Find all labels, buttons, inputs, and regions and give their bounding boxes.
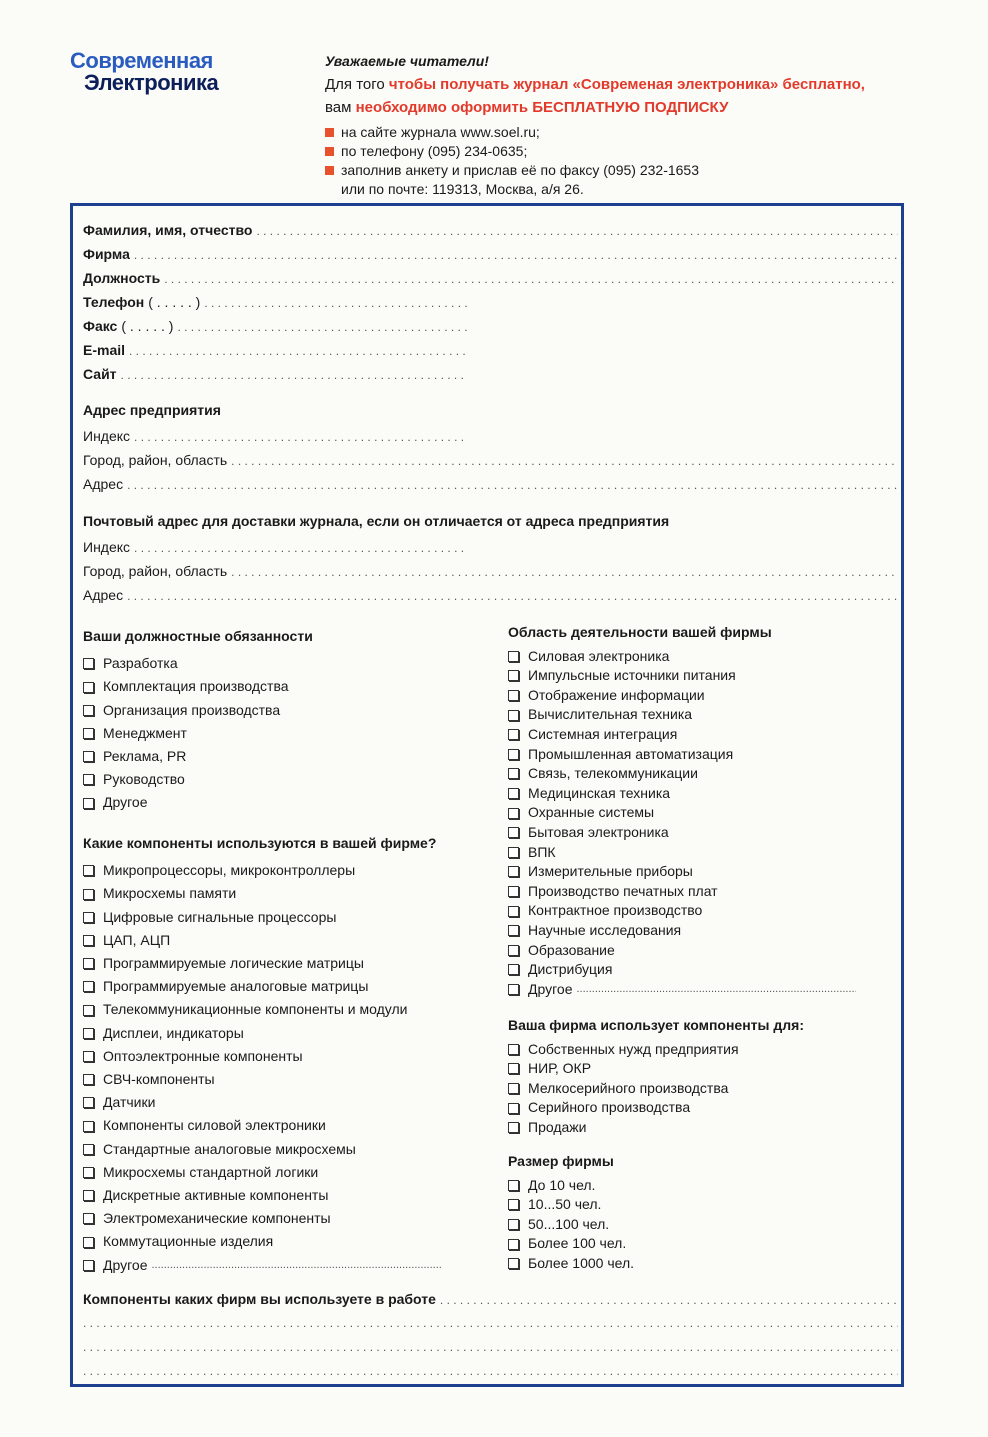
usage-section	[508, 1016, 804, 1138]
usage-title: Ваша фирма использует компоненты для:	[508, 1017, 804, 1033]
component-option[interactable]: Микропроцессоры, микроконтроллеры	[83, 859, 441, 882]
site-field[interactable]: Сайт . . .	[83, 366, 468, 382]
usage-option[interactable]: Мелкосерийного производства	[508, 1079, 804, 1099]
vendors-line[interactable]	[83, 1340, 898, 1354]
component-option[interactable]: Цифровые сигнальные процессоры	[83, 906, 441, 929]
duty-option[interactable]: Другое	[83, 791, 313, 814]
component-option[interactable]: СВЧ-компоненты	[83, 1068, 441, 1091]
components-section	[83, 832, 441, 1277]
intro-text	[325, 50, 925, 199]
component-option[interactable]: Программируемые аналоговые матрицы	[83, 975, 441, 998]
intro-line-1-plain: Для того	[325, 76, 389, 93]
postal-address-field[interactable]: Адрес . . .	[83, 587, 898, 603]
component-option[interactable]: Микросхемы памяти	[83, 882, 441, 905]
postal-index-field[interactable]: Индекс . . .	[83, 539, 468, 555]
vendors-line[interactable]	[83, 1316, 898, 1330]
duty-option[interactable]: Руководство	[83, 768, 313, 791]
greeting: Уважаемые читатели!	[325, 53, 489, 69]
duties-section	[83, 625, 313, 815]
size-option[interactable]: До 10 чел.	[508, 1176, 634, 1196]
size-option[interactable]: Более 1000 чел.	[508, 1254, 634, 1274]
method-fax: заполнив анкету и прислав её по факсу (095) 232-1653 или по почте: 119313, Москва, а/я 26.	[325, 161, 925, 199]
component-option[interactable]: Программируемые логические матрицы	[83, 952, 441, 975]
intro-line-2-red: необходимо оформить БЕСПЛАТНУЮ ПОДПИСКУ	[355, 99, 729, 116]
activity-option[interactable]: Научные исследования	[508, 921, 856, 941]
usage-option[interactable]: НИР, ОКР	[508, 1059, 804, 1079]
company-address-title: Адрес предприятия	[83, 402, 221, 418]
activity-option[interactable]: Охранные системы	[508, 803, 856, 823]
activity-option[interactable]: Системная интеграция	[508, 725, 856, 745]
activity-title: Область деятельности вашей фирмы	[508, 624, 772, 640]
component-option[interactable]: Дискретные активные компоненты	[83, 1184, 441, 1207]
intro-line-2-plain: вам	[325, 99, 356, 116]
duty-option[interactable]: Реклама, PR	[83, 745, 313, 768]
activity-option[interactable]: Дистрибуция	[508, 960, 856, 980]
method-mail: или по почте: 119313, Москва, а/я 26.	[341, 181, 584, 197]
size-title: Размер фирмы	[508, 1153, 614, 1169]
vendors-line[interactable]	[83, 1364, 898, 1378]
postal-address-title: Почтовый адрес для доставки журнала, если он отличается от адреса предприятия	[83, 513, 670, 529]
activity-option[interactable]: Силовая электроника	[508, 647, 856, 667]
activity-option[interactable]: Отображение информации	[508, 686, 856, 706]
size-option[interactable]: Более 100 чел.	[508, 1234, 634, 1254]
usage-option[interactable]: Собственных нужд предприятия	[508, 1040, 804, 1060]
fio-field[interactable]: Фамилия, имя, отчество . . .	[83, 222, 898, 238]
duty-option[interactable]: Разработка	[83, 652, 313, 675]
component-option[interactable]: Микросхемы стандартной логики	[83, 1161, 441, 1184]
company-city-field[interactable]: Город, район, область . . .	[83, 452, 898, 468]
activity-option[interactable]: Производство печатных плат	[508, 882, 856, 902]
component-option[interactable]: Компоненты силовой электроники	[83, 1114, 441, 1137]
duties-title: Ваши должностные обязанности	[83, 628, 313, 644]
component-option[interactable]: Оптоэлектронные компоненты	[83, 1045, 441, 1068]
phone-field[interactable]: Телефон ( . . . . . ) . . .	[83, 294, 468, 310]
magazine-logo	[70, 50, 218, 94]
component-option-other[interactable]: Другое .....	[83, 1254, 441, 1277]
duty-option[interactable]: Организация производства	[83, 699, 313, 722]
component-option[interactable]: Телекоммуникационные компоненты и модули	[83, 998, 441, 1021]
logo-line-2: Электроника	[84, 70, 219, 95]
intro-line-2	[325, 96, 925, 119]
activity-option[interactable]: ВПК	[508, 843, 856, 863]
activity-option[interactable]: Контрактное производство	[508, 901, 856, 921]
usage-option[interactable]: Продажи	[508, 1118, 804, 1138]
duty-option[interactable]: Менеджмент	[83, 722, 313, 745]
size-section	[508, 1152, 634, 1274]
component-option[interactable]: Электромеханические компоненты	[83, 1207, 441, 1230]
component-option[interactable]: Датчики	[83, 1091, 441, 1114]
size-option[interactable]: 50...100 чел.	[508, 1215, 634, 1235]
email-field[interactable]: E-mail . . .	[83, 342, 468, 358]
intro-line-1	[325, 73, 925, 96]
firm-field[interactable]: Фирма . . .	[83, 246, 898, 262]
usage-option[interactable]: Серийного производства	[508, 1098, 804, 1118]
size-option[interactable]: 10...50 чел.	[508, 1195, 634, 1215]
activity-option[interactable]: Импульсные источники питания	[508, 666, 856, 686]
activity-option[interactable]: Связь, телекоммуникации	[508, 764, 856, 784]
component-option[interactable]: ЦАП, АЦП	[83, 929, 441, 952]
method-site: на сайте журнала www.soel.ru;	[325, 123, 925, 142]
activity-option-other[interactable]: Другое .....	[508, 980, 856, 1000]
vendors-field[interactable]: Компоненты каких фирм вы используете в работе . . .	[83, 1291, 898, 1307]
activity-option[interactable]: Медицинская техника	[508, 784, 856, 804]
company-index-field[interactable]: Индекс . . .	[83, 428, 468, 444]
activity-option[interactable]: Промышленная автоматизация	[508, 745, 856, 765]
logo-line-1: Современная	[70, 48, 213, 73]
duty-option[interactable]: Комплектация производства	[83, 675, 313, 698]
component-option[interactable]: Стандартные аналоговые микросхемы	[83, 1138, 441, 1161]
company-address-field[interactable]: Адрес . . .	[83, 476, 898, 492]
activity-option[interactable]: Вычислительная техника	[508, 705, 856, 725]
component-option[interactable]: Дисплеи, индикаторы	[83, 1022, 441, 1045]
component-option[interactable]: Коммутационные изделия	[83, 1230, 441, 1253]
activity-option[interactable]: Измерительные приборы	[508, 862, 856, 882]
intro-line-1-red: чтобы получать журнал «Современая электроника» бесплатно,	[388, 76, 865, 93]
subscription-methods	[325, 123, 925, 199]
subscription-form	[70, 203, 904, 1387]
position-field[interactable]: Должность . . .	[83, 270, 898, 286]
fax-field[interactable]: Факс ( . . . . . ) . . .	[83, 318, 468, 334]
activity-option[interactable]: Образование	[508, 941, 856, 961]
method-phone: по телефону (095) 234-0635;	[325, 142, 925, 161]
activity-section	[508, 623, 856, 999]
components-title: Какие компоненты используются в вашей фирме?	[83, 835, 437, 851]
activity-option[interactable]: Бытовая электроника	[508, 823, 856, 843]
postal-city-field[interactable]: Город, район, область . . .	[83, 563, 898, 579]
